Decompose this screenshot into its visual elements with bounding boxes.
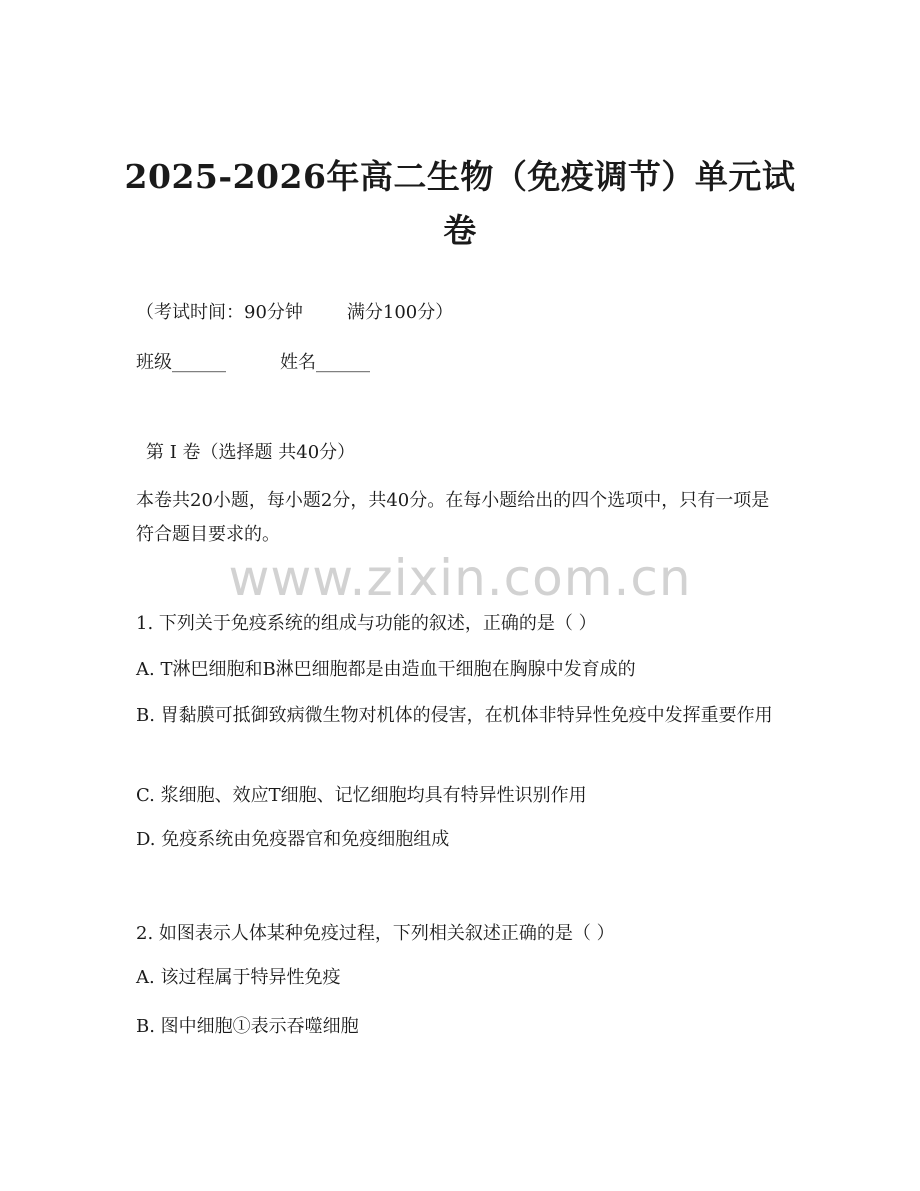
exam-title-line-1: 2025-2026年高二生物（免疫调节）单元试 bbox=[124, 157, 796, 196]
question-2-option-b: B. 图中细胞①表示吞噬细胞 bbox=[136, 1016, 359, 1037]
question-1-option-a: A. T淋巴细胞和B淋巴细胞都是由造血干细胞在胸腺中发育成的 bbox=[136, 659, 636, 680]
question-1-stem: 1. 下列关于免疫系统的组成与功能的叙述，正确的是（ ） bbox=[136, 613, 597, 634]
exam-time: （考试时间：90分钟 bbox=[136, 302, 303, 323]
exam-info bbox=[136, 300, 786, 326]
instructions: 本卷共20小题，每小题2分，共40分。在每小题给出的四个选项中，只有一项是符合题目要求的。 bbox=[136, 490, 770, 545]
exam-title bbox=[100, 150, 820, 258]
name-field: 姓名______ bbox=[280, 352, 370, 373]
question-1-option-b: B. 胃黏膜可抵御致病微生物对机体的侵害，在机体非特异性免疫中发挥重要作用 bbox=[136, 705, 773, 726]
class-field: 班级______ bbox=[136, 352, 226, 373]
question-2-stem: 2. 如图表示人体某种免疫过程，下列相关叙述正确的是（ ） bbox=[136, 923, 615, 944]
exam-title-line-2: 卷 bbox=[443, 211, 477, 250]
watermark: www.zixin.com.cn bbox=[228, 549, 692, 607]
exam-full-score: 满分100分） bbox=[346, 302, 454, 323]
question-1-option-c: C. 浆细胞、效应T细胞、记忆细胞均具有特异性识别作用 bbox=[136, 785, 587, 806]
question-2-option-a: A. 该过程属于特异性免疫 bbox=[136, 967, 341, 988]
section-title: 第 I 卷（选择题 共40分） bbox=[146, 442, 356, 463]
question-1-option-d: D. 免疫系统由免疫器官和免疫细胞组成 bbox=[136, 829, 450, 850]
student-fields bbox=[136, 350, 786, 376]
